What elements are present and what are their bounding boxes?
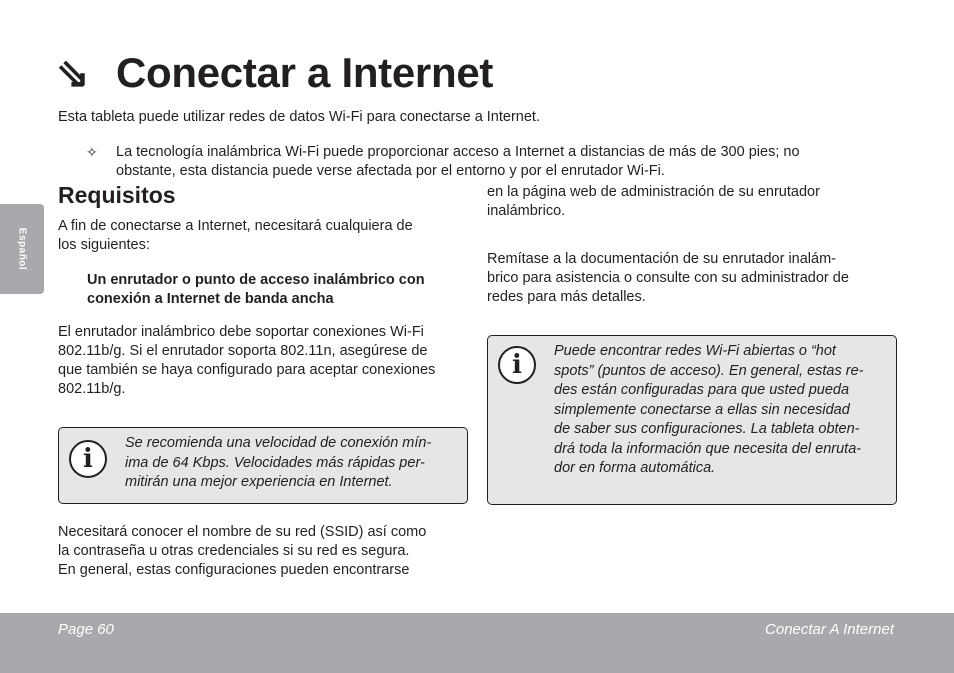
note-line: drá toda la información que necesita del enruta-	[554, 440, 862, 457]
paragraph-line: El enrutador inalámbrico debe soportar conexiones Wi-Fi	[58, 324, 424, 340]
note-line: spots” (puntos de acceso). En general, estas re-	[554, 362, 864, 379]
info-icon: i	[69, 440, 107, 478]
page-number: Page 60	[58, 621, 114, 638]
note-line: de saber sus configuraciones. La tableta obten-	[554, 421, 860, 437]
note-line: ima de 64 Kbps. Velocidades más rápidas per-	[125, 454, 425, 471]
paragraph-line: 802.11b/g. Si el enrutador soporta 802.11n, asegúrese de	[58, 343, 428, 359]
documentation-paragraph	[487, 250, 849, 307]
section-name: Conectar A Internet	[765, 621, 894, 638]
page-footer	[0, 613, 954, 673]
language-side-tab	[0, 204, 44, 294]
requirement-item	[87, 271, 425, 309]
note-line: des están configuradas para que usted pueda	[554, 382, 850, 398]
note-text-block	[554, 342, 886, 479]
paragraph-line: En general, estas configuraciones pueden encontrarse	[58, 562, 410, 578]
bullet-star-icon: ✧	[86, 144, 98, 160]
page-title: Conectar a Internet	[116, 49, 494, 96]
note-line: Se recomienda una velocidad de conexión mín-	[125, 435, 432, 451]
requirements-intro	[58, 217, 413, 255]
side-tab-label: Español	[16, 227, 28, 271]
hotspot-note-box	[487, 335, 897, 505]
requirement-line: conexión a Internet de banda ancha	[87, 291, 334, 307]
speed-note-box	[58, 427, 468, 504]
bullet-line: obstante, esta distancia puede verse afectada por el entorno y por el enrutador Wi-Fi.	[116, 163, 665, 179]
paragraph-line: en la página web de administración de su enrutador	[487, 184, 820, 200]
section-heading: Requisitos	[58, 182, 176, 208]
note-line: simplemente conectarse a ellas sin necesidad	[554, 401, 850, 418]
paragraph-line: que también se haya configurado para aceptar conexiones	[58, 362, 436, 378]
note-line: Puede encontrar redes Wi-Fi abiertas o “hot	[554, 343, 836, 359]
intro-text: Esta tableta puede utilizar redes de datos Wi-Fi para conectarse a Internet.	[58, 109, 540, 125]
bullet-item	[116, 143, 800, 181]
requirement-line: Un enrutador o punto de acceso inalámbrico con	[87, 272, 425, 288]
note-line: dor en forma automática.	[554, 460, 716, 476]
ssid-paragraph	[58, 523, 426, 580]
bullet-line: La tecnología inalámbrica Wi-Fi puede proporcionar acceso a Internet a distancias de más de 300 pies; no	[116, 144, 800, 160]
paragraph-line: Remítase a la documentación de su enrutador inalám-	[487, 251, 836, 267]
note-text-block	[125, 434, 459, 493]
paragraph-line: brico para asistencia o consulte con su administrador de	[487, 270, 849, 286]
note-line: mitirán una mejor experiencia en Internet.	[125, 474, 393, 490]
paragraph-line: redes para más detalles.	[487, 289, 646, 305]
paragraph-line: los siguientes:	[58, 237, 150, 253]
info-icon: i	[498, 346, 536, 384]
admin-page-paragraph	[487, 183, 820, 221]
paragraph-line: A fin de conectarse a Internet, necesitará cualquiera de	[58, 218, 413, 234]
title-arrow-icon: ⇘	[56, 52, 90, 96]
paragraph-line: Necesitará conocer el nombre de su red (SSID) así como	[58, 524, 427, 540]
router-paragraph	[58, 323, 435, 399]
paragraph-line: 802.11b/g.	[58, 381, 126, 397]
paragraph-line: inalámbrico.	[487, 203, 566, 219]
paragraph-line: la contraseña u otras credenciales si su red es segura.	[58, 543, 410, 559]
